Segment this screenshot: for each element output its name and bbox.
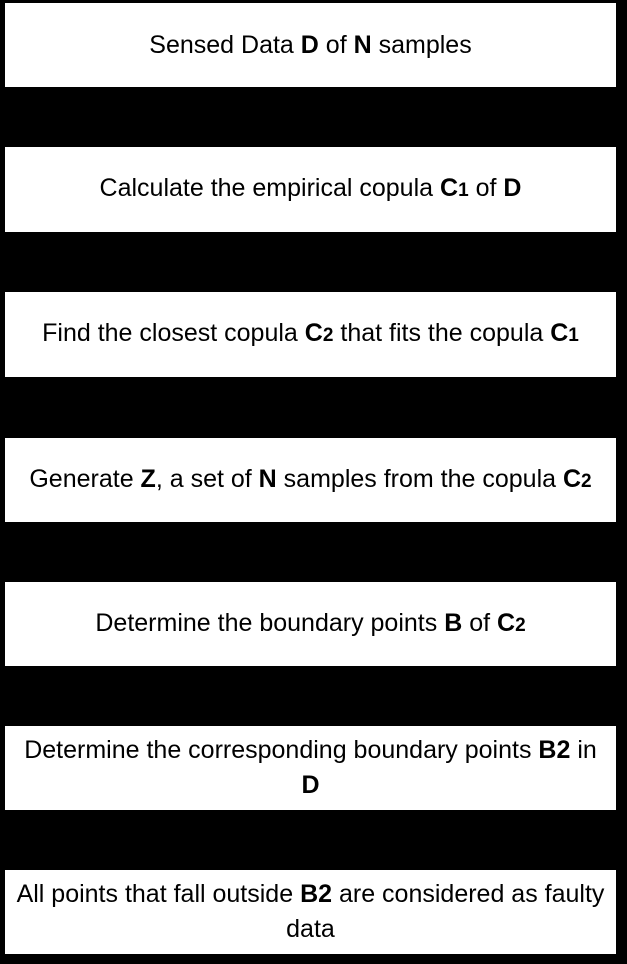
step-closest-copula	[5, 292, 616, 377]
step-empirical-copula	[5, 147, 616, 232]
step-text: Find the closest copula C2 that fits the copula C1	[42, 319, 579, 347]
math-symbol: C	[550, 319, 569, 347]
math-symbol: N	[353, 30, 372, 59]
math-symbol: B	[444, 608, 463, 637]
step-corresponding-boundary	[5, 726, 616, 810]
index-digit: 1	[568, 325, 579, 346]
step-text: Calculate the empirical copula C1 of D	[99, 174, 522, 202]
index-digit: 2	[581, 470, 592, 492]
step-sensed-data	[5, 3, 616, 87]
math-symbol: D	[301, 771, 320, 799]
index-digit: 1	[458, 180, 469, 201]
math-symbol: B2	[300, 880, 333, 908]
math-symbol: N	[258, 464, 277, 493]
math-symbol: D	[503, 174, 522, 202]
step-text: Determine the boundary points B of C2	[95, 608, 526, 637]
step-faulty-data	[5, 870, 616, 954]
step-text: All points that fall outside B2 are considered as faulty data	[16, 880, 605, 943]
math-symbol: C	[304, 319, 323, 347]
math-symbol: C	[562, 464, 582, 493]
index-digit: 2	[515, 614, 526, 636]
step-text: Determine the corresponding boundary points B2 in D	[24, 736, 597, 799]
step-text: Sensed Data D of N samples	[149, 30, 472, 59]
math-symbol: C	[440, 174, 459, 202]
step-generate-samples	[5, 438, 616, 522]
index-digit: 2	[322, 325, 334, 346]
step-text: Generate Z, a set of N samples from the copula C2	[29, 464, 592, 493]
math-symbol: Z	[140, 464, 156, 493]
math-symbol: D	[300, 30, 319, 59]
step-boundary-points	[5, 582, 616, 666]
math-symbol: B2	[538, 736, 571, 764]
math-symbol: C	[497, 608, 516, 637]
